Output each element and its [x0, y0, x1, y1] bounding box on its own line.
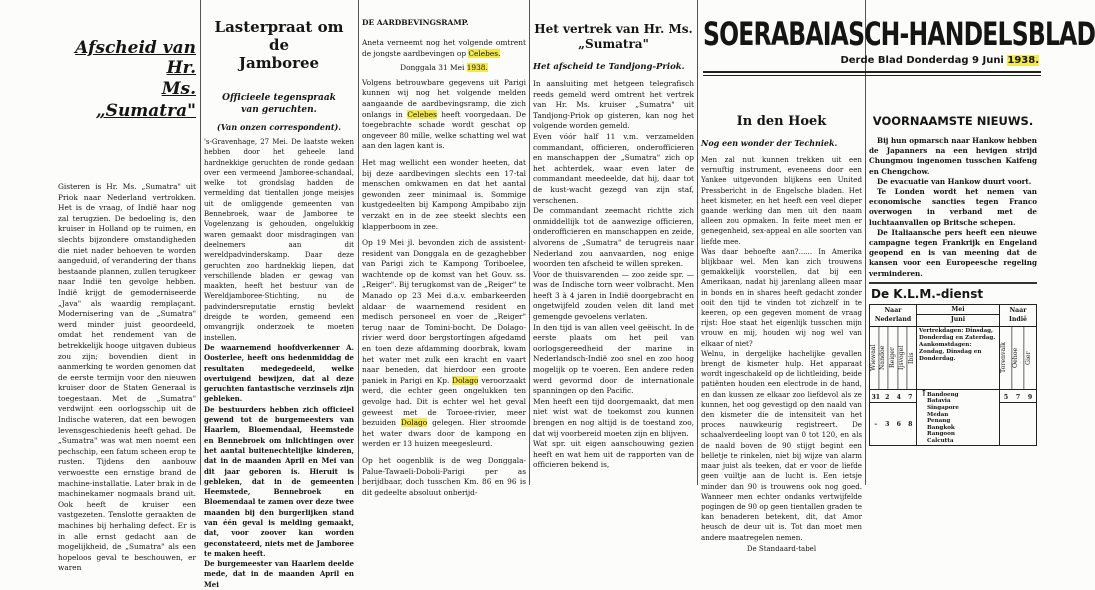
klm-plane: Ijsvogel [898, 327, 907, 389]
news-item: De evacuatie van Hankow duurt voort. [877, 176, 1032, 186]
article-paragraph: Op het oogenblik is de weg Donggala-Palue-Tawaeli-Doboli-Parigi per as berijdbaar, doch tusschen Km. 86 en 96 is dit gedeelte absoluut onberijd- [362, 455, 526, 497]
klm-plane: Oehoe [1012, 327, 1024, 389]
klm-head: Naar Indië [1008, 306, 1027, 323]
klm-head: Naar Nederland [870, 305, 917, 326]
article-body: Gisteren is Hr. Ms. „Sumatra" uit Priok naar Nederland vertrokken. Het is de vraag, of Indië haar nog zal terugzien. De bedoeling is, den kruiser in Holland op te ruimen, en slechts bijzondere omstandigheden die niet nader behoeven te worden aangeduid, of verandering der thans bestaande plannen, zullen terugkeer naar Indië ten gevolge hebben. Indië krijgt de gemoderniseerde „Java" als waardig remplaçant. Modernisering van de „Sumatra" werd minder juist geoordeeld, omdat het rendement van de betrekkelijk hooge uitgaven dubieus zou zijn; bovendien dient in aanmerking te worden genomen dat de eerste termijn voor den nieuwen kruiser door de Staten Generaal is toegestaan. Met de „Sumatra" verdwijnt een oorlogsschip uit de Indische wateren, dat een bewogen levensgeschiedenis heeft gehad. De „Sumatra" was wat men noemt een pechschip, een fatum scheen erop te rusten. Tijdens den aanbouw verwoestte een ernstige brand de machine-installatie. Later brak in de machinekamer nogmaals brand uit. Ook heeft de kruiser een vastgezeten. Tenslotte geraakten de machines bij herhaling defect. Er is in alle ernst gedacht aan de mogelijkheid, de „Sumatra" als een hopeloos geval te beschouwen, er waren [58, 182, 196, 573]
highlight-celebes: Celebes. [468, 48, 501, 58]
article-paragraph: 's-Gravenhage, 27 Mei. De laatste weken hebben door het geheele land hardnekkige geruchten de ronde gedaan over een vermeend Jamboree-schandaal, welke tot grondslag hadden de vermelding dat tientallen jonge meisjes uit de omliggende gemeenten van Bennebroek, waar de Jamboree te Vogelenzang is gehouden, ongelukkig waren gemaakt door misdragingen van deelnemers aan dit wereldpadvinderskamp. Daar deze geruchten zoo hardnekkig liepen, dat verschillende bladen er gewag van maakten, heeft het bestuur van de Wereldjamboree-Stichting, nu de padvindersreputatie ernstig bevlekt dreigde te worden, gemeend een omvangrijk onderzoek te moeten instellen. [204, 138, 354, 342]
highlight-celebes: Celebes [407, 109, 437, 119]
klm-plane: Reiger [889, 327, 898, 389]
article-paragraph: De commandant zeemacht richtte zich onmiddellijk tot de aanwezige officieren, onderofficieren en manschappen en zeide, alvorens de „Sumatra" de terugreis naar Nederland zou aanvaarden, nog enige woorden ten afscheid te willen spreken. [533, 206, 694, 269]
article-text: Volgens betrouwbare gegevens uit Parigi kunnen wij nog het volgende melden aangaande de aardbevingsramp, die zich onlangs in [362, 77, 526, 119]
article-text: gelegen. Hier stroomde het water dwars door de kampong en werden er 13 huizen meegesleurd. [362, 418, 527, 449]
article-paragraph: Men heeft een tijd doorgemaakt, dat men niet wist wat de toekomst zou kunnen brengen en nog altijd is de toestand zoo, dat wij voorbereid moeten zijn en blijven. [533, 396, 694, 438]
highlight-year: 1938. [1007, 55, 1039, 66]
klm-plane: Wiewaal [870, 327, 879, 389]
article-subtitle: Officieele tegenspraak [222, 93, 336, 103]
article-subtitle: Nog een wonder der Techniek. [701, 138, 838, 148]
klm-head: Juni [950, 315, 966, 323]
news-item: De Italiaansche pers heeft een nieuwe campagne tegen Frankrijk en Engeland geopend en is van meening dat de kansen voor een Europeesche regeling verminderen. [869, 227, 1037, 278]
news-list [869, 136, 1037, 279]
article-paragraph: Welnu, in dergelijke hachelijke gevallen brengt de kismeter hulp. Het apparaat wordt ingeschakeld op de lichtleiding, beide patiënten houden een electrode in de hand, en dan kussen ze elkaar zoo liefdevol als ze kunnen, het oog gevestigd op den naald van den kismeter die de intensiteit van het proces nauwkeurig registreert. De schaalverdeeling loopt van 0 tot 120, en als de naald boven de 90 stijgt begint een belletje te rinkelen, niet bij wijze van alarm maar juist als teeken, dat er voor de liefde geen vuiltje aan de lucht is. Een ietsje minder dan 90 is trouwens ook nog goed. Wanneer men echter ondanks vertwijfelde pogingen de 90 op geen tientallen graden te kan benaderen betekent, dit, dat Amor heusch de deur uit is. Tot dan moet men andere maatregelen nemen. [701, 348, 862, 542]
news-item: Te Londen wordt het nemen van economische sancties tegen Franco overwogen in verband met de luchtaanvallen op Britsche schepen. [869, 187, 1037, 227]
klm-number: 4 [896, 393, 901, 401]
article-header: DE AARDBEVINGSRAMP. [362, 18, 469, 27]
news-title: VOORNAAMSTE NIEUWS. [872, 114, 1034, 128]
station: Calcutta [927, 438, 954, 444]
masthead [703, 14, 1095, 106]
highlight-dolago: Dolago [400, 418, 428, 428]
masthead-rule [703, 75, 1041, 76]
article-title-line1: Het vertrek van Hr. Ms. [534, 22, 693, 36]
klm-number: 5 [1003, 393, 1009, 401]
station: Rangoon [927, 431, 955, 438]
klm-plane: Ibis [907, 352, 915, 364]
klm-number: 2 [885, 393, 890, 401]
edition-line: Derde Blad Donderdag 9 Juni [840, 55, 1004, 66]
table-caption: De Standaard-tabel [746, 544, 817, 553]
article-paragraph: De burgemeester van Haarlem deelde mede, dat in de maanden April en Mei [204, 559, 354, 589]
article-lasterpraat [204, 0, 354, 589]
article-paragraph: Wat spr. uit eigen aanschouwing gezien heeft en wat hem uit de rapporten van de officieren bekend is, [533, 439, 694, 470]
klm-table [869, 304, 1037, 446]
article-paragraph: Het mag wellicht een wonder heeten, dat bij deze aardbevingen slechts een 17-tal menschen omkwamen en dat het aantal gewonden zeer minimaal is. Sommige kustgedeelten bij Kampong Ampibabo zijn verzakt en in de zee steekt slechts een klapperboom in zee. [362, 157, 526, 231]
klm-vertrekdagen: Vertrekdagen: Dinsdag, Donderdag en Zaterdag. Aankomstdagen: Zondag, Dinsdag en Donderdag. [917, 327, 1000, 389]
column-nieuws [869, 106, 1037, 485]
article-afscheid [58, 0, 196, 573]
masthead-rule [703, 71, 1041, 73]
dateline: Donggala 31 Mei [400, 63, 465, 73]
article-title-line2: Jamboree [238, 54, 320, 72]
klm-number: 7 [908, 393, 913, 401]
station: Bandoeng [927, 391, 959, 398]
newspaper-name: SOERABAIASCH-HANDELSBLAD [703, 15, 1095, 54]
highlight-dolago: Dolago [452, 375, 479, 385]
klm-plane: Gier [1024, 351, 1032, 365]
klm-stations [917, 390, 1000, 445]
article-paragraph: In aansluiting met hetgeen telegrafisch reeds gemeld werd omtrent het vertrek van Hr. Ms. kruiser „Sumatra" uit Tandjong-Priok op gisteren, kan nog het volgende worden gemeld. [533, 79, 694, 131]
highlight-year: 1938. [466, 63, 488, 73]
article-title-line1: Afscheid van Hr. [75, 38, 196, 78]
column-rule [697, 0, 698, 485]
article-paragraph: De waarnemend hoofdverkenner A. Oosterlee, heeft ons hedenmiddag de resultaten medegedeeld, welke overtuigend bewijzen, dat al deze geruchten fantastische verzinsels zijn gebleken. [204, 342, 354, 404]
article-in-den-hoek [701, 106, 862, 553]
klm-right-grid [1000, 390, 1036, 445]
column-rule [200, 0, 201, 485]
article-title-line2: Ms. „Sumatra" [95, 79, 196, 121]
article-title: In den Hoek [736, 114, 827, 129]
klm-number: 3 [885, 420, 890, 428]
klm-plane: Torenvalk [1000, 327, 1012, 389]
article-text: Op 19 Mei jl. bevonden zich de assistent-resident van Donggala en de gezaghebber van Parigi zich te Kampong Toriboelee, wachtende op de komst van het Gouv. ss. „Reiger". Bij terugkomst van de „Reiger" te Manado op 23 Mei d.a.v. embarkeerden aldaar de waarnemend resident en medisch personeel en voer de „Reiger" terug naar de Tomini-bocht. De Dolago-rivier werd door bergstortingen afgedamd en toen deze afdamming doorbrak, kwam het water met zulk een kracht en vaart naar beneden, dat hierdoor een groote paniek in Parigi en Kp. [362, 238, 526, 385]
article-byline: (Van onzen correspondent). [216, 122, 342, 132]
klm-planes-left [870, 327, 917, 389]
klm-number: 31 [871, 393, 881, 401]
article-title-line2: „Sumatra" [578, 37, 649, 51]
article-aardbevingsramp [362, 0, 527, 497]
klm-number: 9 [1027, 393, 1033, 401]
arrow-up-icon: ↑ [920, 388, 928, 399]
klm-plane: Nandoe [879, 327, 888, 389]
klm-left-grid: 31 2 4 7 – 3 6 8 [870, 390, 917, 445]
station: Singapore [927, 405, 959, 412]
article-paragraph: In den tijd is van allen veel geëischt. In de eerste plaats om het peil van oorlogsgereedheid der marine in Nederlandsch-Indië zoo snel en zoo hoog mogelijk op te voeren. Een andere reden werd gevormd door de internationale spanningen op den Pacific. [533, 322, 694, 396]
klm-number: 7 [1015, 393, 1021, 401]
article-text: veroorzaakt werd, die echter geen ongelukken ten gevolge had. Dit is echter wel het geval geweest met de Toroee-rivier, meer bezuiden [362, 375, 526, 428]
column-rule [358, 0, 359, 485]
article-subtitle: Het afscheid te Tandjong-Priok. [533, 62, 685, 72]
news-item: Bij hun opmarsch naar Hankow hebben de Japanners na een hevigen strijd Chungmou ingenomen tusschen Kaifeng en Chengchow. [869, 136, 1037, 176]
klm-number: 8 [908, 420, 913, 428]
klm-head: Mei [917, 305, 999, 315]
station: Batavia [927, 398, 951, 405]
column-rule [529, 0, 530, 485]
article-paragraph: Voor de thuisvarenden — zoo zeide spr. — was de Indische torn weer volbracht. Men heeft 3 à 4 jaren in Indië doorgebracht en ongetwijfeld zouden velen dit land met gemengde gevoelens verlaten. [533, 269, 694, 322]
article-paragraph: De bestuurders hebben zich officieel gewend tot de burgemeesters van Haarlem, Bloemendaal, Heemstede en Bennebroek om inlichtingen over het aantal buitenechtelijke kinderen, dat in de maanden April en Mei van dit jaar geboren is. Hieruit is gebleken, dat in de gemeenten Heemstede, Bennebroek en Bloemendaal te zamen over deze twee maanden bij den burgerlijken stand van één geval is melding gemaakt, dat, voor zoover kan worden geconstateerd, niets met de Jamboree te maken heeft. [204, 404, 354, 558]
station: Penang [927, 418, 951, 425]
section-rule [869, 282, 1037, 284]
article-paragraph: Even vóór half 11 v.m. verzamelden commandant, officieren, onderofficieren en manschappen der „Sumatra" zich op het achterdek, waar even later de commandant meedeelde, dat hij, daar tot de kust-wacht gezegd van zijn staf, verschenen. [533, 131, 694, 205]
article-title-line1: Lasterpraat om de [214, 18, 344, 54]
article-paragraph: Men zal nut kunnen trekken uit een vernuftig instrument, eveneens door een Yankee uitgevonden blijkens een United Pressbericht in de Engelsche bladen. Het heet kismeter, en het heeft een veel dieper gaande werking dan men uit den naam alleen zou opmaken. In feite meet men er genegenheid, sex-appeal en alle soorten van liefde mee. [701, 155, 862, 246]
klm-number: 6 [896, 420, 901, 428]
station: Bangkok [927, 424, 955, 431]
klm-planes-right [1000, 327, 1036, 389]
article-text: heeft voorgedaan. De toegebrachte schade wordt geschat op ongeveer 80 mille, welke schatting wel wat aan den lagen kant is. [362, 109, 526, 151]
article-paragraph: Was daar behoefte aan?...... In Amerika blijkbaar wel. Men kan zich trouwens gemakkelijk voorstellen, dat bij een Amerikaan, nadat hij jarenlang alleen maar in bonds en in shares heeft gedacht zonder ooit den tijd te vinden tot zichzelf in te keeren, op een gegeven moment de vraag rijst: Hoe staat het eigenlijk tusschen mijn vrouw en mij, houden wij nog wel van elkaar of niet? [701, 246, 862, 348]
article-intro: Aneta verneemt nog het volgende omtrent de jongste aardbevingen op [362, 38, 526, 58]
klm-title: De K.L.M.-dienst [871, 286, 984, 301]
station: Medan [927, 411, 949, 418]
article-vertrek [533, 0, 694, 485]
article-subtitle-2: van geruchten. [241, 105, 317, 115]
